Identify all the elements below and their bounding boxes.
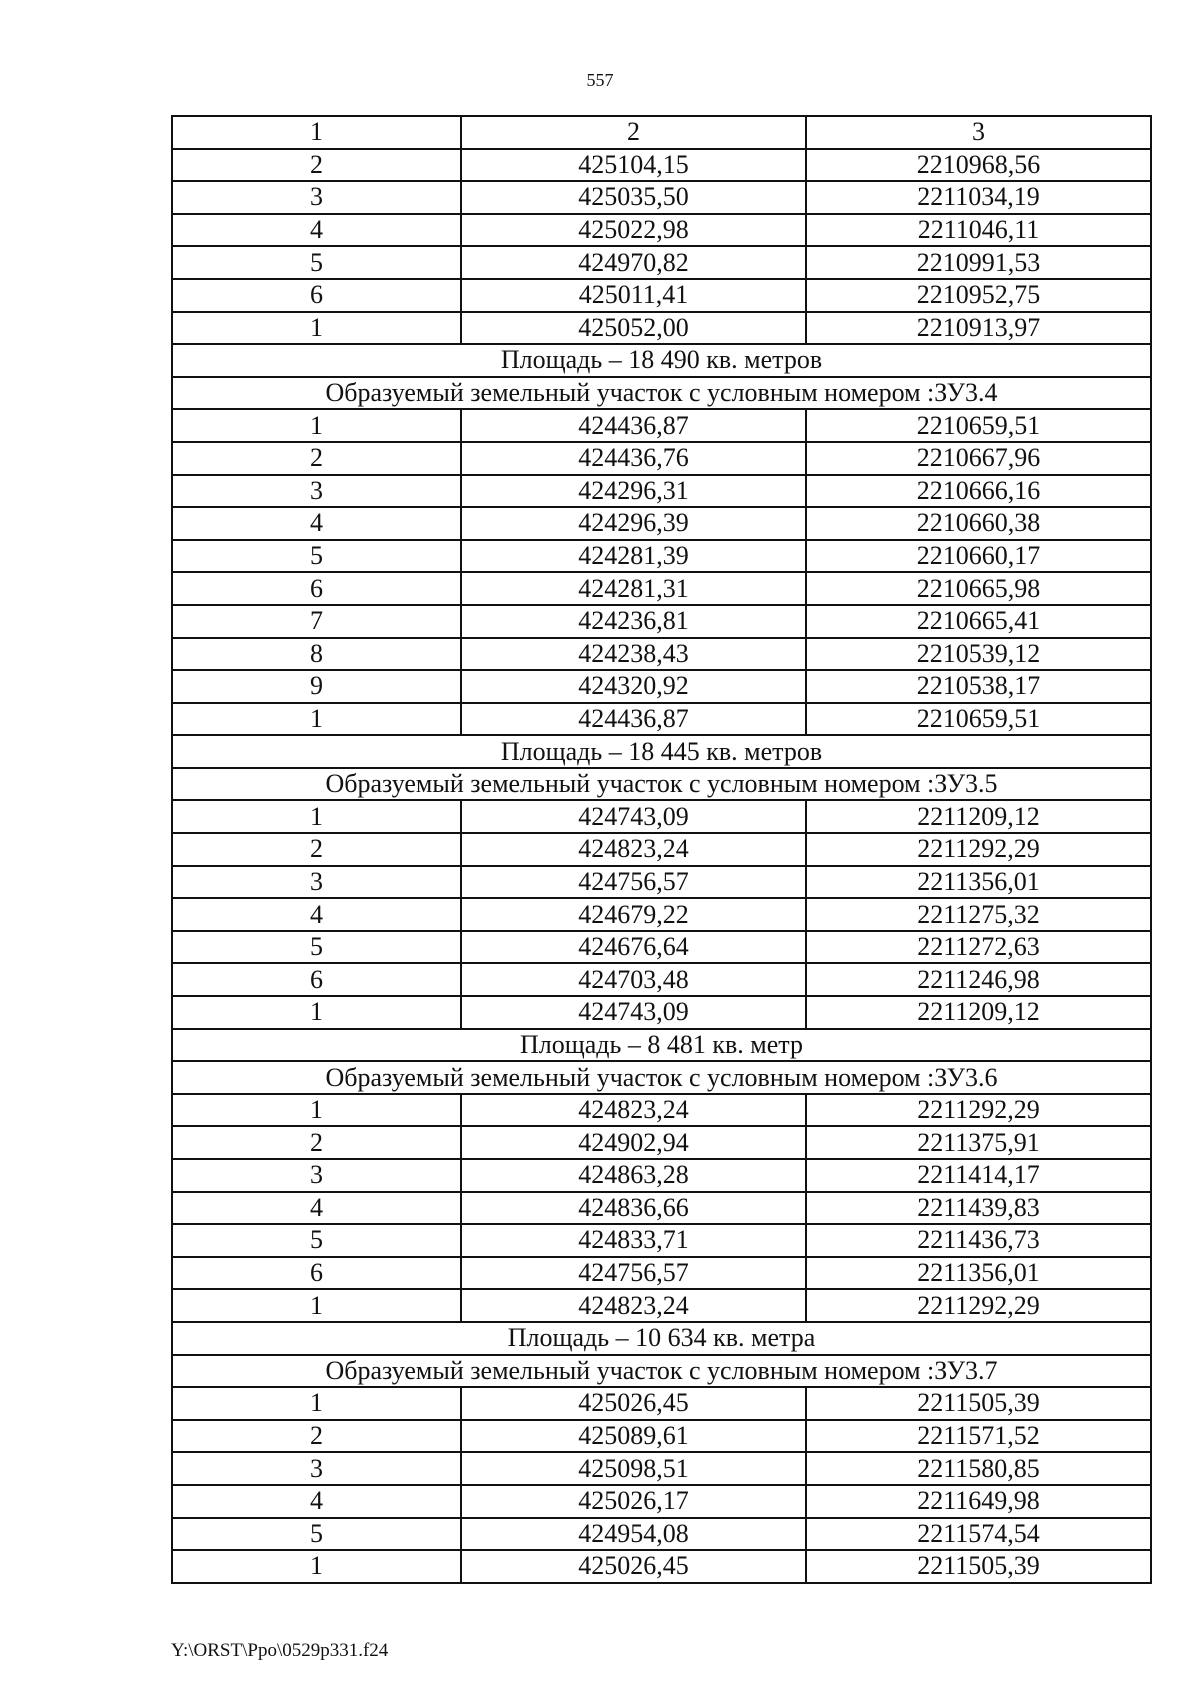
point-number-cell: 5 (172, 540, 461, 573)
table-row (172, 540, 1151, 573)
point-number-cell: 6 (172, 279, 461, 312)
y-coordinate-cell: 2211649,98 (806, 1485, 1151, 1518)
parcel-heading: Образуемый земельный участок с условным номером :ЗУ3.4 (172, 377, 1151, 410)
y-coordinate-cell: 2211414,17 (806, 1159, 1151, 1192)
y-coordinate-cell: 2211292,29 (806, 1289, 1151, 1322)
parcel-heading-row (172, 377, 1151, 410)
point-number-cell: 2 (172, 1126, 461, 1159)
x-coordinate-cell: 424676,64 (461, 931, 806, 964)
point-number-cell: 4 (172, 214, 461, 247)
table-row (172, 572, 1151, 605)
point-number-cell: 5 (172, 246, 461, 279)
y-coordinate-cell: 2211574,54 (806, 1518, 1151, 1551)
table-body (172, 149, 1151, 1583)
x-coordinate-cell: 424743,09 (461, 996, 806, 1029)
point-number-cell: 8 (172, 638, 461, 671)
y-coordinate-cell: 2211034,19 (806, 181, 1151, 214)
x-coordinate-cell: 424281,39 (461, 540, 806, 573)
table-row (172, 1420, 1151, 1453)
x-coordinate-cell: 424836,66 (461, 1192, 806, 1225)
y-coordinate-cell: 2211375,91 (806, 1126, 1151, 1159)
table-row (172, 1094, 1151, 1127)
point-number-cell: 4 (172, 1192, 461, 1225)
area-text: Площадь – 18 490 кв. метров (172, 344, 1151, 377)
table-row (172, 963, 1151, 996)
parcel-heading: Образуемый земельный участок с условным номером :ЗУ3.5 (172, 768, 1151, 801)
y-coordinate-cell: 2211272,63 (806, 931, 1151, 964)
table-row (172, 1550, 1151, 1583)
y-coordinate-cell: 2210539,12 (806, 638, 1151, 671)
y-coordinate-cell: 2210667,96 (806, 442, 1151, 475)
y-coordinate-cell: 2211046,11 (806, 214, 1151, 247)
y-coordinate-cell: 2210660,17 (806, 540, 1151, 573)
point-number-cell: 6 (172, 1257, 461, 1290)
header-cell-y: 3 (806, 116, 1151, 149)
x-coordinate-cell: 425035,50 (461, 181, 806, 214)
point-number-cell: 6 (172, 572, 461, 605)
y-coordinate-cell: 2210913,97 (806, 312, 1151, 345)
y-coordinate-cell: 2211292,29 (806, 1094, 1151, 1127)
page-number: 557 (586, 70, 614, 90)
x-coordinate-cell: 424436,87 (461, 703, 806, 736)
area-text: Площадь – 8 481 кв. метр (172, 1029, 1151, 1062)
y-coordinate-cell: 2211571,52 (806, 1420, 1151, 1453)
x-coordinate-cell: 425104,15 (461, 149, 806, 182)
x-coordinate-cell: 424679,22 (461, 898, 806, 931)
y-coordinate-cell: 2211209,12 (806, 800, 1151, 833)
y-coordinate-cell: 2210659,51 (806, 703, 1151, 736)
table-row (172, 246, 1151, 279)
area-text: Площадь – 10 634 кв. метра (172, 1322, 1151, 1355)
point-number-cell: 3 (172, 475, 461, 508)
point-number-cell: 2 (172, 442, 461, 475)
point-number-cell: 4 (172, 507, 461, 540)
y-coordinate-cell: 2210659,51 (806, 409, 1151, 442)
x-coordinate-cell: 424436,87 (461, 409, 806, 442)
point-number-cell: 1 (172, 312, 461, 345)
table-row (172, 181, 1151, 214)
coordinates-table (171, 115, 1152, 1584)
y-coordinate-cell: 2211209,12 (806, 996, 1151, 1029)
x-coordinate-cell: 424281,31 (461, 572, 806, 605)
table-row (172, 1159, 1151, 1192)
y-coordinate-cell: 2210660,38 (806, 507, 1151, 540)
table-row (172, 833, 1151, 866)
point-number-cell: 1 (172, 800, 461, 833)
y-coordinate-cell: 2210968,56 (806, 149, 1151, 182)
y-coordinate-cell: 2211439,83 (806, 1192, 1151, 1225)
area-row (172, 735, 1151, 768)
y-coordinate-cell: 2210538,17 (806, 670, 1151, 703)
table-row (172, 670, 1151, 703)
x-coordinate-cell: 424703,48 (461, 963, 806, 996)
table-row (172, 507, 1151, 540)
table-row (172, 1126, 1151, 1159)
point-number-cell: 5 (172, 1518, 461, 1551)
point-number-cell: 2 (172, 1420, 461, 1453)
point-number-cell: 5 (172, 1224, 461, 1257)
y-coordinate-cell: 2211356,01 (806, 866, 1151, 899)
parcel-heading-row (172, 1355, 1151, 1388)
point-number-cell: 1 (172, 1094, 461, 1127)
header-cell-point: 1 (172, 116, 461, 149)
point-number-cell: 1 (172, 1289, 461, 1322)
x-coordinate-cell: 424756,57 (461, 1257, 806, 1290)
table-row (172, 1485, 1151, 1518)
x-coordinate-cell: 424743,09 (461, 800, 806, 833)
x-coordinate-cell: 424863,28 (461, 1159, 806, 1192)
y-coordinate-cell: 2211246,98 (806, 963, 1151, 996)
x-coordinate-cell: 424238,43 (461, 638, 806, 671)
area-row (172, 344, 1151, 377)
y-coordinate-cell: 2211505,39 (806, 1550, 1151, 1583)
y-coordinate-cell: 2211292,29 (806, 833, 1151, 866)
x-coordinate-cell: 425026,45 (461, 1550, 806, 1583)
table-row (172, 1387, 1151, 1420)
file-path-footer: Y:\ORST\Ppo\0529p331.f24 (171, 1640, 389, 1661)
table-row (172, 409, 1151, 442)
table-row (172, 1518, 1151, 1551)
table-row (172, 996, 1151, 1029)
point-number-cell: 1 (172, 703, 461, 736)
parcel-heading: Образуемый земельный участок с условным номером :ЗУ3.6 (172, 1061, 1151, 1094)
y-coordinate-cell: 2211505,39 (806, 1387, 1151, 1420)
x-coordinate-cell: 424823,24 (461, 1094, 806, 1127)
point-number-cell: 1 (172, 1387, 461, 1420)
table-row (172, 898, 1151, 931)
x-coordinate-cell: 424320,92 (461, 670, 806, 703)
table-row (172, 866, 1151, 899)
x-coordinate-cell: 424436,76 (461, 442, 806, 475)
point-number-cell: 1 (172, 409, 461, 442)
point-number-cell: 4 (172, 898, 461, 931)
point-number-cell: 3 (172, 181, 461, 214)
area-row (172, 1029, 1151, 1062)
table-row (172, 1192, 1151, 1225)
x-coordinate-cell: 425022,98 (461, 214, 806, 247)
x-coordinate-cell: 424296,31 (461, 475, 806, 508)
table-row (172, 931, 1151, 964)
point-number-cell: 7 (172, 605, 461, 638)
header-cell-x: 2 (461, 116, 806, 149)
area-row (172, 1322, 1151, 1355)
y-coordinate-cell: 2210952,75 (806, 279, 1151, 312)
point-number-cell: 4 (172, 1485, 461, 1518)
y-coordinate-cell: 2211275,32 (806, 898, 1151, 931)
table-header-row (172, 116, 1151, 149)
x-coordinate-cell: 425098,51 (461, 1452, 806, 1485)
table-row (172, 1452, 1151, 1485)
x-coordinate-cell: 424823,24 (461, 1289, 806, 1322)
x-coordinate-cell: 424970,82 (461, 246, 806, 279)
table-row (172, 1289, 1151, 1322)
table-row (172, 279, 1151, 312)
x-coordinate-cell: 425089,61 (461, 1420, 806, 1453)
point-number-cell: 2 (172, 149, 461, 182)
table-row (172, 1224, 1151, 1257)
y-coordinate-cell: 2210665,98 (806, 572, 1151, 605)
point-number-cell: 5 (172, 931, 461, 964)
area-text: Площадь – 18 445 кв. метров (172, 735, 1151, 768)
table-row (172, 312, 1151, 345)
x-coordinate-cell: 424296,39 (461, 507, 806, 540)
y-coordinate-cell: 2211580,85 (806, 1452, 1151, 1485)
point-number-cell: 1 (172, 1550, 461, 1583)
x-coordinate-cell: 425011,41 (461, 279, 806, 312)
x-coordinate-cell: 425026,45 (461, 1387, 806, 1420)
y-coordinate-cell: 2211436,73 (806, 1224, 1151, 1257)
table-row (172, 638, 1151, 671)
y-coordinate-cell: 2211356,01 (806, 1257, 1151, 1290)
x-coordinate-cell: 424756,57 (461, 866, 806, 899)
table-row (172, 703, 1151, 736)
x-coordinate-cell: 424833,71 (461, 1224, 806, 1257)
point-number-cell: 2 (172, 833, 461, 866)
x-coordinate-cell: 424902,94 (461, 1126, 806, 1159)
table-row (172, 149, 1151, 182)
point-number-cell: 1 (172, 996, 461, 1029)
x-coordinate-cell: 425026,17 (461, 1485, 806, 1518)
point-number-cell: 3 (172, 866, 461, 899)
table-row (172, 605, 1151, 638)
y-coordinate-cell: 2210991,53 (806, 246, 1151, 279)
x-coordinate-cell: 424236,81 (461, 605, 806, 638)
x-coordinate-cell: 425052,00 (461, 312, 806, 345)
parcel-heading-row (172, 768, 1151, 801)
table-row (172, 214, 1151, 247)
point-number-cell: 3 (172, 1159, 461, 1192)
table-row (172, 442, 1151, 475)
table-row (172, 800, 1151, 833)
y-coordinate-cell: 2210665,41 (806, 605, 1151, 638)
y-coordinate-cell: 2210666,16 (806, 475, 1151, 508)
parcel-heading-row (172, 1061, 1151, 1094)
table-row (172, 1257, 1151, 1290)
table-row (172, 475, 1151, 508)
point-number-cell: 6 (172, 963, 461, 996)
parcel-heading: Образуемый земельный участок с условным номером :ЗУ3.7 (172, 1355, 1151, 1388)
point-number-cell: 3 (172, 1452, 461, 1485)
x-coordinate-cell: 424954,08 (461, 1518, 806, 1551)
x-coordinate-cell: 424823,24 (461, 833, 806, 866)
point-number-cell: 9 (172, 670, 461, 703)
